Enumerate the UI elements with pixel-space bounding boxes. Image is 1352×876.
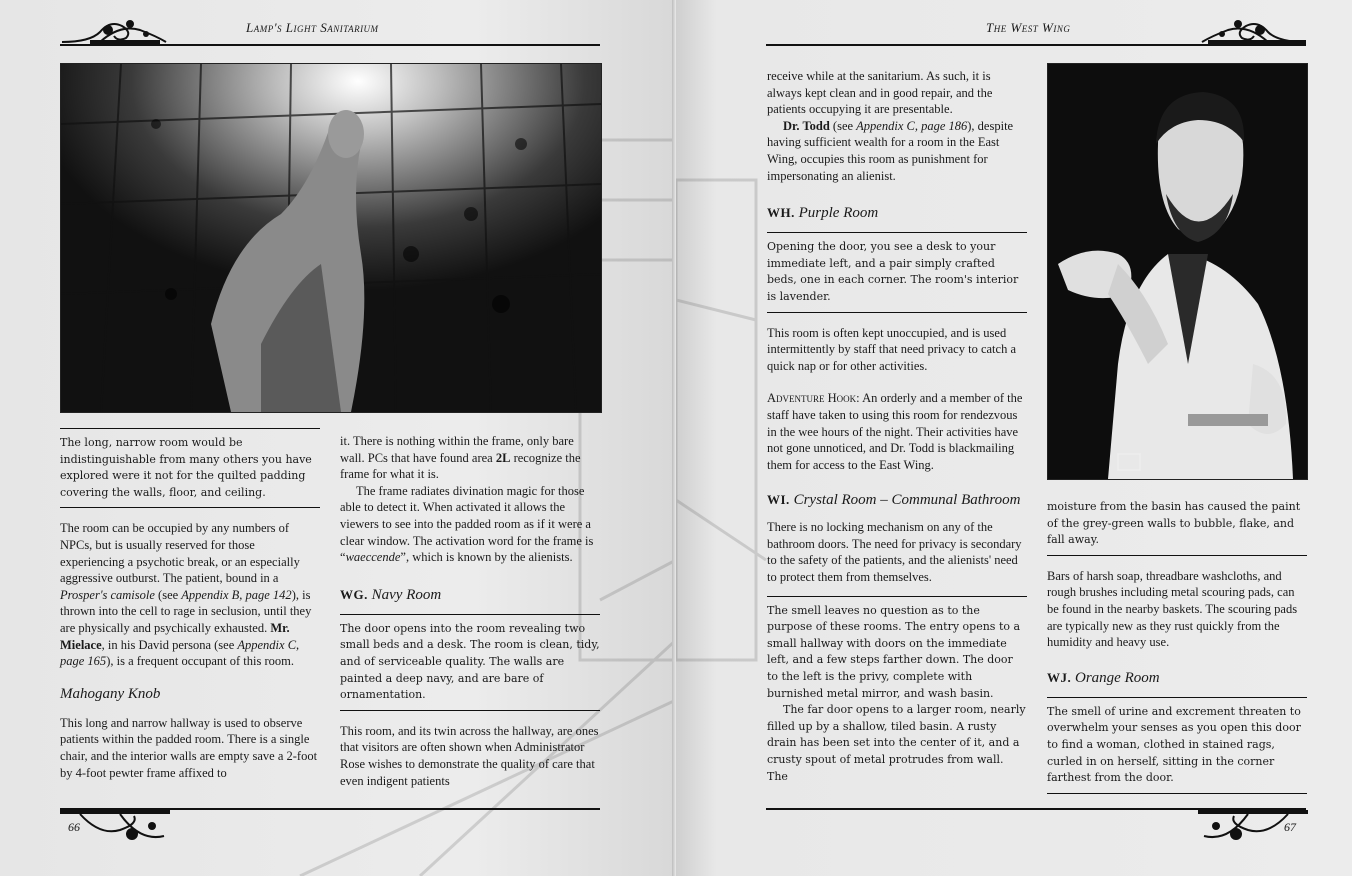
running-head: The West Wing [986, 20, 1071, 35]
dr-todd-note: Dr. Todd (see Appendix C, page 186), despite having sufficient wealth for a room in the East Wing, occupies this room as punishment for impersonating an alienist. [767, 118, 1014, 183]
right-column-2 [1047, 495, 1307, 794]
section-heading-wg: WG. Navy Room [340, 586, 442, 603]
left-column-2 [340, 433, 600, 789]
purple-room-description: This room is often kept unoccupied, and is used intermittently by staff that need privacy to catch a quick nap or for other activities. [767, 325, 1016, 373]
read-aloud-box: The smell of urine and excrement threaten to overwhelm your senses as you open this door to find a woman, clothed in stained rags, curled in on herself, sitting in the corner farthest from the door. [1047, 697, 1307, 794]
padded-room-description: The room can be occupied by any numbers of NPCs, but is usually reserved for those experiencing a psychotic break, or an especially aggressive outburst. The patient, bound in a Prosper's camisole (see Appendix B, page 142), is thrown into the cell to rage in seclusion, until they are physically and psychically exhausted. Mr. Mielace, in his David persona (see Appendix C, page 165), is a frequent occupant of this room. [60, 521, 312, 669]
right-page [676, 0, 1352, 876]
left-column-1 [60, 428, 320, 781]
page-number: 66 [68, 820, 80, 834]
bathroom-supplies: Bars of harsh soap, threadbare washcloths, and rough brushes including metal scouring pads, can be found in the nearby baskets. The scouring pads are typically new as they rust quickly from the humidity and heavy use. [1047, 568, 1298, 650]
navy-room-continued: receive while at the sanitarium. As such, it is always kept clean and in good repair, and the patients occupying it are presentable. [767, 69, 993, 117]
padded-room-illustration [60, 63, 602, 413]
running-head: Lamp's Light Sanitarium [246, 20, 379, 35]
header-flourish-ornament [60, 12, 170, 48]
read-aloud-box: The door opens into the room revealing two small beds and a desk. The room is clean, tidy, and of serviceable quality. The walls are painted a deep navy, and are bare of ornamentation. [340, 614, 600, 711]
hallway-description: This long and narrow hallway is used to observe patients within the padded room. There is a single chair, and the interior walls are empty save a 2-foot by 4-foot pewter frame affixed to [60, 715, 318, 780]
adventure-hook: Adventure Hook: An orderly and a member of the staff have taken to using this room for rendezvous in the wee hours of the night. Their activities have not gone unnoticed, and Dr. Todd is blackmailing them for access to the East Wing. [767, 391, 1023, 472]
section-heading-wj: WJ. Orange Room [1047, 669, 1160, 686]
section-heading-wh: WH. Purple Room [767, 205, 879, 222]
frame-text: it. There is nothing within the frame, only bare wall. PCs that have found area 2L recognize the frame for what it is. [340, 434, 581, 482]
section-heading-mahogany-knob: Mahogany Knob [60, 685, 161, 702]
read-aloud-box-continued: moisture from the basin has caused the paint of the grey-green walls to bubble, flake, and fall away. [1047, 495, 1307, 556]
read-aloud-box: Opening the door, you see a desk to your immediate left, and a pair simply crafted beds, one in each corner. The room's interior is lavender. [767, 232, 1027, 312]
read-aloud-box: The long, narrow room would be indistinguishable from many others you have explored were it not for the quilted padding covering the walls, floor, and ceiling. [60, 428, 320, 508]
right-column-1 [767, 68, 1027, 785]
section-heading-wi: WI. Crystal Room – Communal Bathroom [767, 492, 1021, 509]
dr-todd-portrait [1047, 63, 1308, 480]
bathroom-description: There is no locking mechanism on any of the bathroom doors. The need for privacy is secondary to the safety of the patients, and the alienists' need to protect them from themselves. [767, 520, 1022, 585]
page-number: 67 [1284, 820, 1296, 834]
header-rule [60, 44, 600, 46]
frame-magic-text: The frame radiates divination magic for those able to detect it. When activated it allows the viewers to see into the padded room as if it were a clear window. The activation word for the frame is “waeccende”, which is known by the alienists. [340, 483, 594, 565]
header-flourish-ornament [1192, 12, 1308, 48]
read-aloud-box: The smell leaves no question as to the purpose of these rooms. The entry opens to a small hallway with doors on the immediate left, and a few steps farther down. The door to the left is the privy, complete with burnished metal mirror, and wash basin. The far door opens to a larger room, nearly filled up by a shallow, tiled basin. A rusty drain has been set into the center of it, and a crusty spout of metal protrudes from wall. The [767, 596, 1027, 786]
navy-room-description: This room, and its twin across the hallway, are ones that visitors are often shown when Administrator Rose wishes to demonstrate the quality of care that even indigent patients [340, 723, 599, 788]
